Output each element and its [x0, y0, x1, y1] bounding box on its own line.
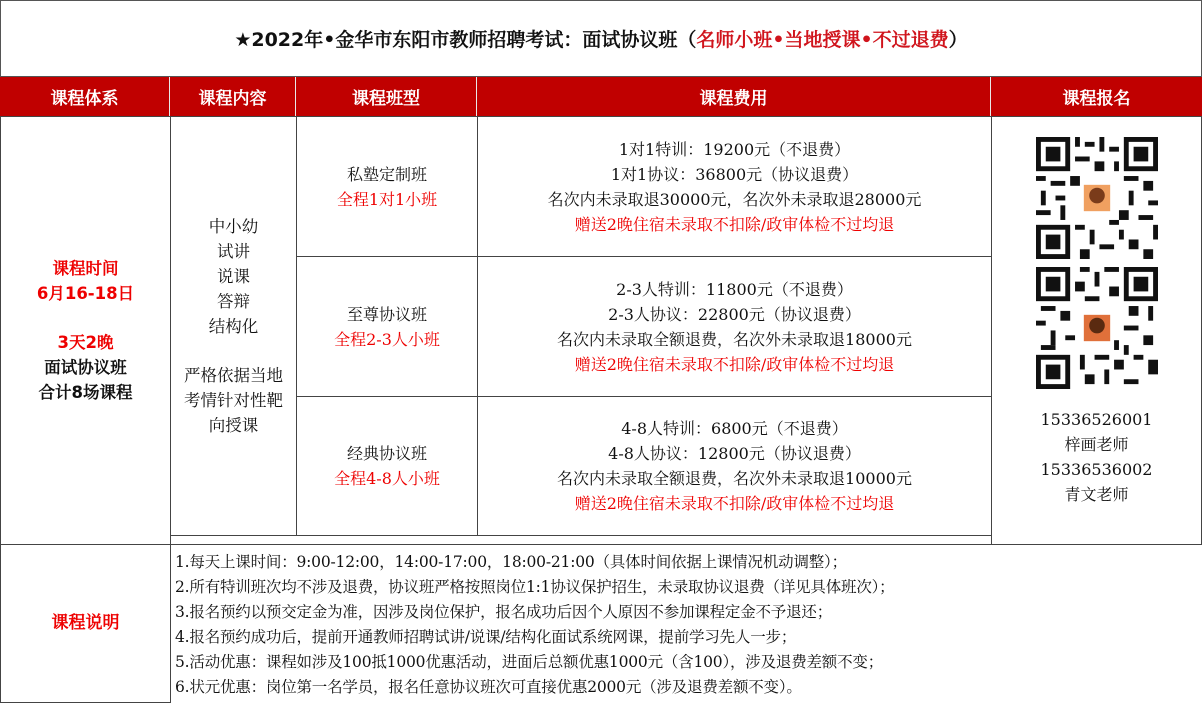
class-type-size: 全程2-3人小班: [334, 329, 440, 349]
fee-line: 名次内未录取退30000元，名次外未录取退28000元: [547, 189, 922, 209]
note-item: 3.报名预约以预交定金为准，因涉及岗位保护，报名成功后因个人原因不参加课程定金不予退还；: [175, 603, 832, 621]
class-type-cell-2: [296, 256, 478, 397]
header-class-type: 课程班型: [296, 77, 477, 116]
course-content-cell: [170, 116, 297, 536]
fee-line: 4-8人特训：6800元（不退费）: [621, 419, 848, 438]
course-dates: 6月16-18日: [36, 284, 135, 303]
content-item: 结构化: [208, 317, 259, 336]
time-label: 课程时间: [52, 259, 119, 278]
class-type-cell-1: [296, 116, 478, 257]
class-type-name: 经典协议班: [346, 444, 427, 463]
fee-line: 1对1协议：36800元（协议退费）: [610, 164, 859, 184]
contact-teacher-2: 青文老师: [1064, 485, 1129, 504]
note-item: 5.活动优惠：课程如涉及100抵1000优惠活动，进面后总额优惠1000元（含100），涉及退费差额不变；: [175, 653, 884, 671]
content-note-line: 考情针对性靶: [184, 391, 283, 410]
content-item: 中小幼: [208, 217, 259, 236]
row-divider: [170, 535, 992, 536]
fee-cell-3: [477, 396, 992, 536]
content-item: 说课: [217, 267, 250, 286]
class-type-name: 私塾定制班: [346, 164, 427, 184]
fee-line: 名次内未录取全额退费，名次外未录取退18000元: [557, 329, 912, 349]
section-divider: [0, 544, 1202, 545]
total-sessions: 合计8场课程: [38, 383, 133, 402]
note-item: 4.报名预约成功后，提前开通教师招聘试讲/说课/结构化面试系统网课，提前学习先人一步；: [175, 628, 797, 646]
note-item: 2.所有特训班次均不涉及退费，协议班严格按照岗位1:1协议保护招生，未录取协议退费（详见具体班次）；: [175, 578, 895, 596]
header-signup: 课程报名: [991, 77, 1202, 116]
contact-phone-1[interactable]: 15336526001: [1040, 410, 1153, 429]
class-name: 面试协议班: [44, 358, 127, 377]
fee-cell-2: [477, 256, 992, 397]
fee-gift: 赠送2晚住宿未录取不扣除/政审体检不过均退: [574, 354, 895, 374]
fee-gift: 赠送2晚住宿未录取不扣除/政审体检不过均退: [574, 214, 895, 234]
note-item: 6.状元优惠：岗位第一名学员，报名任意协议班次可直接优惠2000元（涉及退费差额不变）。: [175, 678, 802, 696]
contact-phone-2[interactable]: 15336536002: [1040, 460, 1153, 479]
title-text: ★2022年•金华市东阳市教师招聘考试：面试协议班（: [234, 29, 697, 51]
class-type-size: 全程1对1小班: [336, 189, 438, 209]
course-notes: [170, 544, 1202, 703]
header-fees: 课程费用: [477, 77, 991, 116]
class-type-size: 全程4-8人小班: [334, 469, 440, 488]
class-type-cell-3: [296, 396, 478, 536]
content-note-line: 严格依据当地: [184, 366, 283, 385]
page-title: [0, 0, 1202, 77]
fee-line: 4-8人协议：12800元（协议退费）: [608, 444, 861, 463]
fee-line: 2-3人特训：11800元（不退费）: [616, 279, 853, 299]
header-content: 课程内容: [170, 77, 296, 116]
fee-line: 名次内未录取全额退费，名次外未录取退10000元: [557, 469, 912, 488]
header-system: 课程体系: [0, 77, 170, 116]
note-item: 1.每天上课时间：9:00-12:00，14:00-17:00，18:00-21:00（具体时间依据上课情况机动调整）；: [175, 553, 847, 571]
class-type-name: 至尊协议班: [346, 304, 427, 324]
content-item: 试讲: [217, 242, 250, 261]
fee-line: 1对1特训：19200元（不退费）: [618, 139, 851, 159]
content-item: 答辩: [217, 292, 250, 311]
title-suffix: ）: [948, 29, 968, 51]
fee-cell-1: [477, 116, 992, 257]
content-note-line: 向授课: [208, 416, 259, 435]
fee-line: 2-3人协议：22800元（协议退费）: [608, 304, 861, 324]
course-duration: 3天2晚: [57, 333, 114, 352]
signup-cell: [991, 116, 1202, 545]
qr-code-icon[interactable]: [1036, 267, 1158, 389]
title-highlight: 名师小班•当地授课•不过退费: [696, 29, 949, 51]
notes-label: 课程说明: [0, 544, 171, 703]
fee-gift: 赠送2晚住宿未录取不扣除/政审体检不过均退: [574, 494, 895, 513]
contact-teacher-1: 梓画老师: [1064, 435, 1129, 454]
course-system-cell: [0, 116, 171, 545]
qr-code-icon[interactable]: [1036, 137, 1158, 259]
